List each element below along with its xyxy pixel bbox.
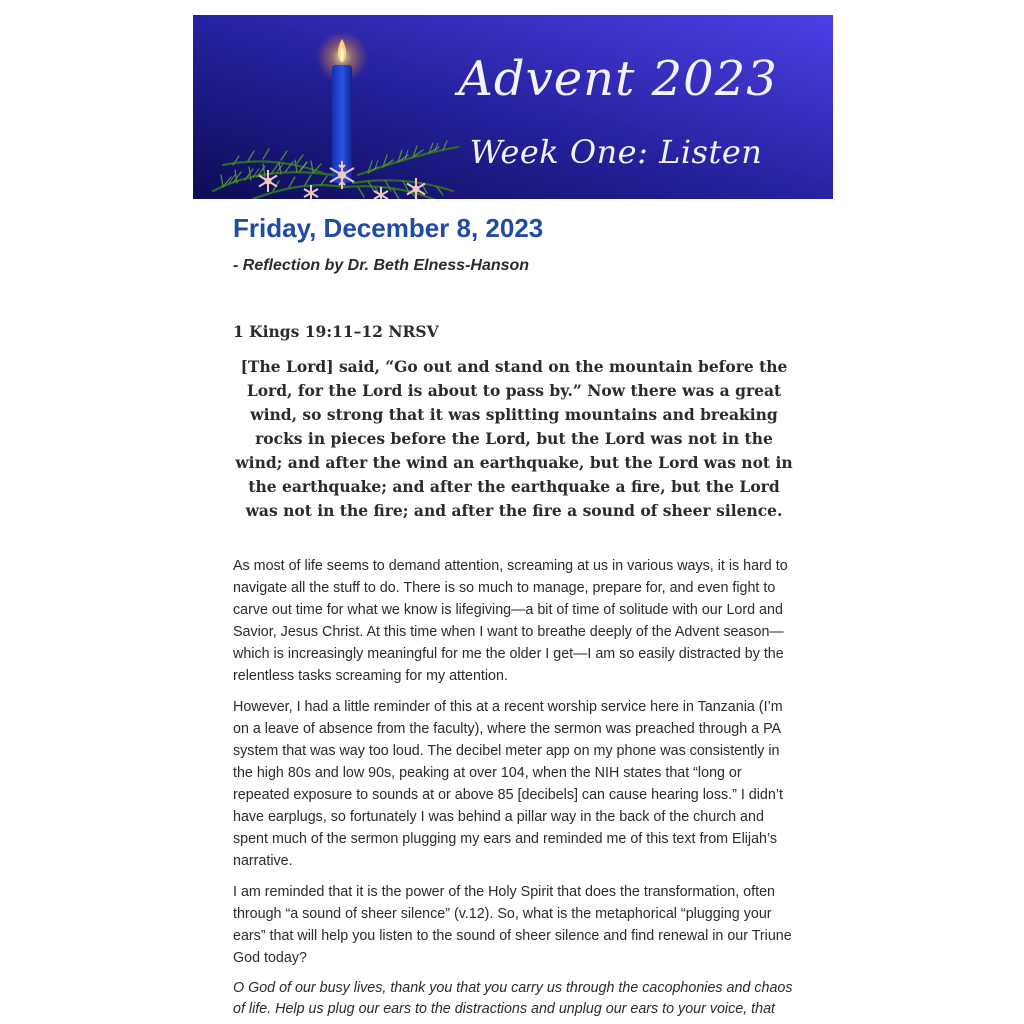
prayer-paragraph: O God of our busy lives, thank you that you carry us through the cacophonies and chaos of life. Help us plug our ears to the distractions and unplug our ears to your voice, that	[233, 980, 793, 1017]
banner-graphic	[193, 15, 833, 199]
scripture-passage: [The Lord] said, “Go out and stand on the mountain before the Lord, for the Lord is about to pass by.” Now there was a great wind, so strong that it was splitting mountains and breaking rocks in pieces before the Lord, but the Lord was not in the wind; and after the wind an earthquake, but the Lord was not in the earthquake; and after the earthquake a fire, but the Lord was not in the fire; and after the fire a sound of sheer silence.	[235, 357, 793, 520]
author-byline: - Reflection by Dr. Beth Elness-Hanson	[233, 257, 530, 274]
reflection-paragraph: However, I had a little reminder of this at a recent worship service here in Tanzania (I’m on a leave of absence from the faculty), where the sermon was preached through a PA system that was way too loud. The decibel meter app on my phone was consistently in the high 80s and low 90s, peaking at over 104, when the NIH states that “long or repeated exposure to sounds at or above 85 [decibels] can cause hearing loss.” I didn’t have earplugs, so fortunately I was behind a pillar way in the back of the church and spent much of the sermon plugging my ears and reminded me of this text from Elijah’s narrative.	[233, 699, 783, 869]
reflection-paragraph: I am reminded that it is the power of the Holy Spirit that does the transformation, often through “a sound of sheer silence” (v.12). So, what is the metaphorical “plugging your ears” that will help you listen to the sound of sheer silence and find renewal in our Triune God today?	[233, 884, 792, 966]
scripture-reference: 1 Kings 19:11–12 NRSV	[233, 322, 439, 341]
reflection-paragraph: As most of life seems to demand attention, screaming at us in various ways, it is hard to navigate all the stuff to do. There is so much to manage, prepare for, and even fight to carve out time for what we know is lifegiving—a bit of time of solitude with our Lord and Savior, Jesus Christ. At this time when I want to breathe deeply of the Advent season—which is increasingly meaningful for me the older I get—I am so easily distracted by the relentless tasks screaming for my attention.	[233, 558, 788, 684]
advent-banner	[193, 15, 833, 199]
page-title: Friday, December 8, 2023	[233, 213, 544, 243]
article-body	[233, 210, 795, 1020]
banner-title: Advent 2023	[458, 51, 778, 107]
banner-subtitle: Week One: Listen	[469, 133, 763, 171]
